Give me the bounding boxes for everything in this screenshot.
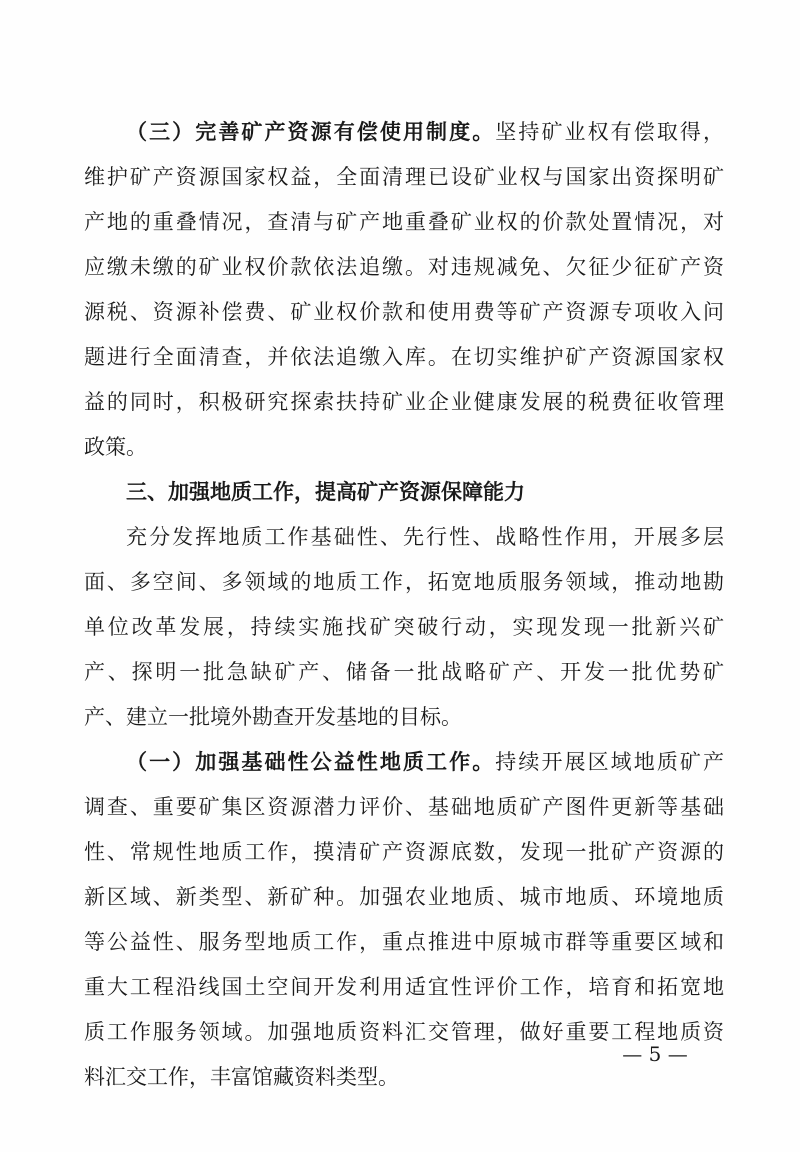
- paragraph-line: 产、建立一批境外勘查开发基地的目标。: [84, 705, 462, 729]
- paragraph-line: 面、多空间、多领域的地质工作，拓宽地质服务领域，推动地勘: [84, 570, 724, 594]
- paragraph-line: 产、探明一批急缺矿产、储备一批战略矿产、开发一批优势矿: [84, 660, 724, 684]
- paragraph-line: 益的同时，积极研究探索扶持矿业企业健康发展的税费征收管理: [84, 390, 724, 414]
- paragraph-line: 新区域、新类型、新矿种。加强农业地质、城市地质、环境地质: [84, 885, 724, 909]
- paragraph-line: 产地的重叠情况，查清与矿产地重叠矿业权的价款处置情况，对: [84, 210, 724, 234]
- paragraph-line: 调查、重要矿集区资源潜力评价、基础地质矿产图件更新等基础: [84, 795, 724, 819]
- paragraph-line: [84, 742, 724, 782]
- paragraph-line: 应缴未缴的矿业权价款依法追缴。对违规减免、欠征少征矿产资: [84, 255, 724, 279]
- paragraph-line: 源税、资源补偿费、矿业权价款和使用费等矿产资源专项收入问: [84, 300, 724, 324]
- paragraph-line: 充分发挥地质工作基础性、先行性、战略性作用，开展多层: [126, 525, 724, 549]
- paragraph-line: 性、常规性地质工作，摸清矿产资源底数，发现一批矿产资源的: [84, 840, 724, 864]
- paragraph-line: 政策。: [84, 435, 147, 459]
- subsection-title: （一）加强基础性公益性地质工作。: [126, 750, 496, 774]
- page-number: — 5 —: [622, 1042, 688, 1066]
- paragraph-line: 料汇交工作，丰富馆藏资料类型。: [84, 1065, 399, 1089]
- subsection-title: （三）完善矿产资源有偿使用制度。: [126, 120, 496, 144]
- paragraph-line: 质工作服务领域。加强地质资料汇交管理，做好重要工程地质资: [84, 1020, 724, 1044]
- section-heading: 三、加强地质工作，提高矿产资源保障能力: [126, 480, 525, 504]
- paragraph-line: 维护矿产资源国家权益，全面清理已设矿业权与国家出资探明矿: [84, 165, 724, 189]
- paragraph-line: 题进行全面清查，并依法追缴入库。在切实维护矿产资源国家权: [84, 345, 724, 369]
- paragraph-line: 等公益性、服务型地质工作，重点推进中原城市群等重要区域和: [84, 930, 724, 954]
- paragraph-text: 坚持矿业权有偿取得，: [495, 120, 724, 144]
- paragraph-line: [84, 112, 724, 152]
- paragraph-text: 持续开展区域地质矿产: [495, 750, 724, 774]
- paragraph-line: 重大工程沿线国土空间开发利用适宜性评价工作，培育和拓宽地: [84, 975, 724, 999]
- paragraph-line: 单位改革发展，持续实施找矿突破行动，实现发现一批新兴矿: [84, 615, 724, 639]
